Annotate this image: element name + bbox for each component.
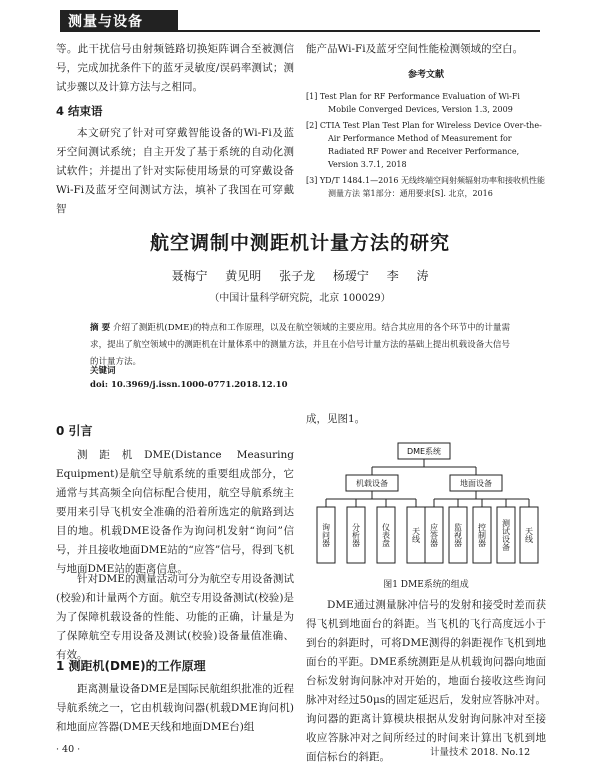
reference-item: [2] CTIA Test Plan Test Plan for Wireless Device Over-the-Air Performance Method of Measurement for Radiated RF Power and Receiver Performance, Version 3.7.1, 2018 xyxy=(306,121,542,169)
abstract xyxy=(90,320,510,371)
reference-item: [3] YD/T 1484.1—2016 无线终端空间射频辐射功率和接收机性能测量方法 第1部分：通用要求[S]. 北京，2016 xyxy=(306,176,546,198)
article-affiliation: （中国计量科学研究院，北京 100029） xyxy=(209,293,391,304)
reference-list xyxy=(306,90,546,203)
section1-paragraph: 距离测量设备DME是国际民航组织批准的近程导航系统之一，它由机载询问器(机载DME询问机)和地面应答器(DME天线和地面DME台)组 xyxy=(56,683,294,733)
previous-article-continuation-right: 能产品Wi-Fi及蓝牙空间性能检测领域的空白。 xyxy=(306,43,524,55)
header-rule xyxy=(60,30,540,32)
keywords-label: 关键词 xyxy=(90,366,116,376)
figure-lead-in: 成，见图1。 xyxy=(306,413,366,425)
ground-group-label: 地面设备 xyxy=(460,479,492,488)
references-title: 参考文献 xyxy=(407,70,444,80)
intro-heading: 0 引言 xyxy=(56,424,93,438)
dme-system-diagram xyxy=(306,435,546,575)
section1-heading: 1 测距机(DME)的工作原理 xyxy=(56,659,206,673)
abstract-text: 介绍了测距机(DME)的特点和工作原理，以及在航空领域的主要应用。结合其应用的各个环节中的计量需求，提出了航空领域中的测距机在计量体系中的测量方法，并且在小信号计量方法的基础上提出机载设备大信号的计量方法。 xyxy=(90,323,510,367)
conclusion-text: 本文研究了针对可穿戴智能设备的Wi-Fi及蓝牙空间测试系统；自主开发了基于系统的自动化测试软件；并提出了针对实际使用场景的可穿戴设备Wi-Fi及蓝牙空间测试方法，填补了我国在可穿戴智 xyxy=(56,127,294,215)
root-label: DME系统 xyxy=(406,447,442,456)
article-authors: 聂梅宁 黄见明 张子龙 杨瑷宁 李 涛 xyxy=(171,269,429,283)
airborne-group-label: 机载设备 xyxy=(356,479,388,488)
intro-paragraph-1: 测距机DME(Distance Measuring Equipment)是航空导航系统的重要组成部分，它通常与其高频全向信标配合使用，航空导航系统主要用来引导飞机安全准确的沿着所选定的航路到达目的地。机载DME设备作为询问机发射“询问”信号，并且接收地面DME站的“应答”信号，得到飞机与地面DME站的距离信息。 xyxy=(56,449,294,575)
journal-footer: 计量技术 2018. No.12 xyxy=(430,747,531,758)
previous-article-continuation: 等。此干扰信号由射频链路切换矩阵调合至被测信号，完成加扰条件下的蓝牙灵敏度/误码率测试；测试步骤以及计算方法与之相同。 xyxy=(56,43,294,93)
leaf-label: 监视器 xyxy=(453,523,463,547)
page-number: · 40 · xyxy=(56,744,81,755)
intro-paragraph-2: 针对DME的测量活动可分为航空专用设备测试(校验)和计量两个方面。航空专用设备测试(校验)是为了保障机载设备的性能、功能的正确，计量是为了保障航空专用设备及测试(校验)设备量值准确、有效。 xyxy=(56,573,294,661)
right-paragraph: DME通过测量脉冲信号的发射和接受时差而获得飞机到地面台的斜距。当飞机的飞行高度远小于到台的斜距时，可将DME测得的斜距视作飞机到地面台的平距。DME系统测距是从机载询问器向地面台标发射询问脉冲对开始的，地面台接收这些询问脉冲对经过50μs的固定延迟后，发射应答脉冲对。询问器的距离计算模块根据从发射询问脉冲对至接收应答脉冲对之间所经过的时间来计算出飞机到地面信标台的斜距。 xyxy=(306,599,546,763)
leaf-label: 天线 xyxy=(524,527,534,543)
leaf-label: 测试设备 xyxy=(501,519,511,551)
doi: doi: 10.3969/j.issn.1000-0771.2018.12.10 xyxy=(90,380,288,390)
section-label: 测量与设备 xyxy=(68,14,143,30)
leaf-label: 控制器 xyxy=(477,523,487,547)
reference-item: [1] Test Plan for RF Performance Evaluation of Wi-Fi Mobile Converged Devices, Version 1.3, 2009 xyxy=(306,92,520,114)
leaf-label: 应答器 xyxy=(429,523,439,547)
leaf-label: 仪表盘 xyxy=(381,523,391,547)
conclusion-heading: 4 结束语 xyxy=(56,104,103,118)
figure-caption: 图1 DME系统的组成 xyxy=(383,580,469,590)
article-title: 航空调制中测距机计量方法的研究 xyxy=(149,232,450,254)
leaf-label: 天线 xyxy=(411,527,421,543)
leaf-label: 分析器 xyxy=(351,523,361,547)
leaf-label: 询问器 xyxy=(321,523,331,547)
abstract-label: 摘 要 xyxy=(90,323,111,333)
